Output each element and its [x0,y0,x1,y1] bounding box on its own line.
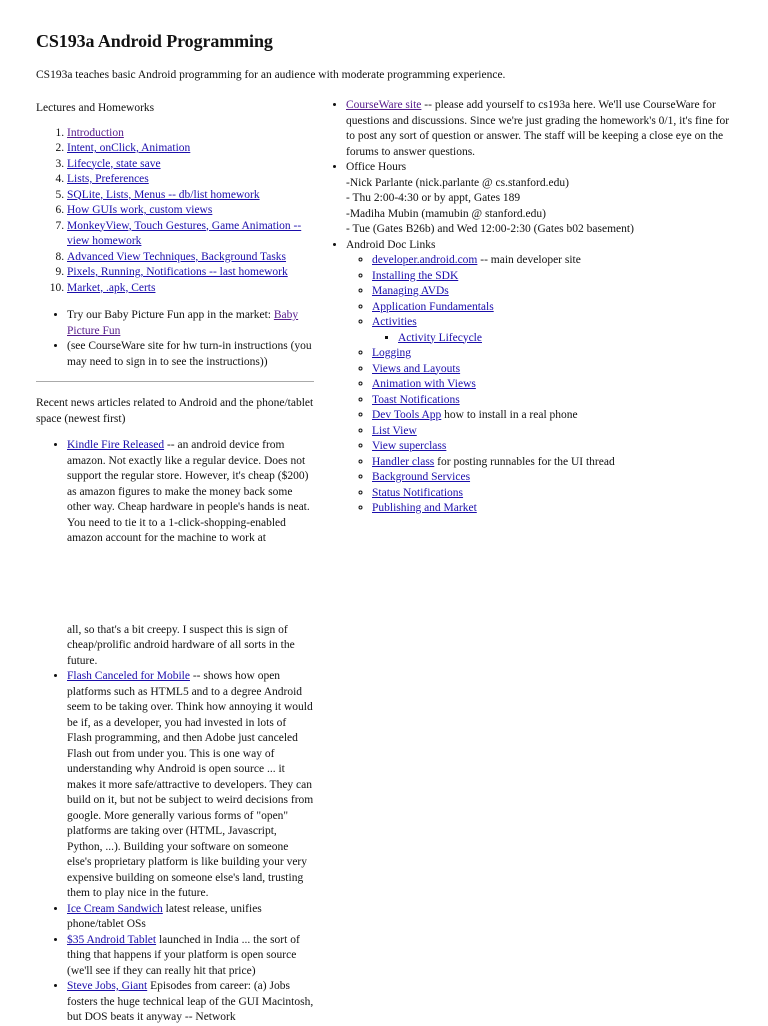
news-text: latest release, unifies phone/tablet OSs [67,902,262,930]
lecture-link-lists[interactable]: Lists, Preferences [67,173,149,185]
list-item [67,157,314,173]
news-text: all, so that's a bit creepy. I suspect this is sign of cheap/prolific android hardware of all sorts in the future. [67,623,295,667]
list-item [372,408,740,424]
page-title: CS193a Android Programming [36,31,273,51]
list-item [67,339,314,370]
news-title: Recent news articles related to Android and the phone/tablet space (newest first) [36,397,314,425]
android-tablet-link[interactable]: $35 Android Tablet [67,933,157,946]
courseware-link[interactable]: CourseWare site [346,99,422,111]
info-list [330,98,740,517]
dev-tools-link[interactable]: Dev Tools App [372,409,442,421]
news-list [36,438,314,1026]
list-item [372,269,740,285]
list-item [346,238,740,517]
list-item [372,377,740,393]
lecture-list [36,126,314,297]
list-item [372,346,740,362]
list-item [67,203,314,219]
right-column [330,98,740,517]
extras-list [36,308,314,370]
intro-text: CS193a teaches basic Android programming for an audience with moderate programming experience. [36,69,506,81]
managing-avds-link[interactable]: Managing AVDs [372,285,449,297]
kindle-fire-link[interactable]: Kindle Fire Released [67,439,165,451]
lecture-link-intent[interactable]: Intent, onClick, Animation [67,142,191,154]
status-notifications-link[interactable]: Status Notifications [372,486,464,499]
steve-jobs-link[interactable]: Steve Jobs, Giant [67,980,148,992]
list-item [67,933,314,980]
doc-link-text: for posting runnables for the UI thread [434,455,615,468]
list-item [67,979,314,1026]
handler-class-link[interactable]: Handler class [372,455,435,468]
list-item [67,172,314,188]
app-fundamentals-link[interactable]: Application Fundamentals [372,300,494,313]
list-item [67,281,314,297]
ice-cream-sandwich-link[interactable]: Ice Cream Sandwich [67,902,163,915]
list-item [67,141,314,157]
list-item [372,315,740,346]
office-hours-line: - Thu 2:00-4:30 or by appt, Gates 189 [346,192,521,204]
list-item [67,126,314,142]
lecture-link-sqlite[interactable]: SQLite, Lists, Menus -- db/list homework [67,188,260,201]
developer-android-link[interactable]: developer.android.com [372,254,478,266]
lecture-link-pixels[interactable]: Pixels, Running, Notifications -- last homework [67,266,288,278]
doc-links-list [346,253,740,517]
courseware-note: (see CourseWare site for hw turn-in instructions (you may need to sign in to see the instructions)) [67,340,312,368]
lecture-link-introduction[interactable]: Introduction [67,126,124,139]
lectures-title: Lectures and Homeworks [36,102,155,114]
list-item [372,455,740,471]
baby-text: Try our Baby Picture Fun app in the market: [67,309,274,321]
activity-lifecycle-link[interactable]: Activity Lifecycle [398,331,482,344]
list-item [372,486,740,502]
list-item [398,331,740,347]
list-item [346,160,740,238]
list-item [67,438,314,669]
lecture-link-advanced-view[interactable]: Advanced View Techniques, Background Tasks [67,250,287,263]
background-services-link[interactable]: Background Services [372,471,471,483]
list-item [67,188,314,204]
list-item [67,219,314,250]
courseware-text: -- please add yourself to cs193a here. We'll use CourseWare for questions and discussions. Since we're just grading the homework's 0/1, it's fine for to post any sort of question or answer. The staff will be keeping a close eye on the forums to answer questions. [346,99,730,158]
divider [36,381,314,382]
list-item [372,424,740,440]
lecture-link-guis[interactable]: How GUIs work, custom views [67,204,213,216]
list-item [67,669,314,902]
news-text: -- shows how open platforms such as HTML5 and to a degree Android seem to be taking over. Think how annoying it would be if, as a developer, you had invested in lots of Flash programming, and then Adobe just canceled Flash out from under you. This is one way of understanding why Android is open source ... it makes it more safe/attractive to developers. They can build on it, but not be subject to weird decisions from google. More generally various forms of "open" platforms are taking over (HTML, Javascript, Python, ...). Building your software on someone else's proprietary platform is like building your very expensive building on someone else's land, trusting them to play nice in the future. [67,670,314,899]
news-text: launched in India ... the sort of thing that happens if your platform is open source (we'll see if they can really hit that price) [67,933,300,977]
lecture-link-market[interactable]: Market, .apk, Certs [67,281,156,294]
list-item [67,902,314,933]
logging-link[interactable]: Logging [372,347,411,359]
list-item [372,284,740,300]
left-column [36,98,314,1026]
list-item [372,393,740,409]
flash-canceled-link[interactable]: Flash Canceled for Mobile [67,670,190,682]
list-item [372,439,740,455]
list-item [67,265,314,281]
activities-link[interactable]: Activities [372,316,417,328]
views-layouts-link[interactable]: Views and Layouts [372,362,461,375]
list-item [372,300,740,316]
list-item [372,501,740,517]
list-view-link[interactable]: List View [372,424,417,437]
spacer [67,547,314,623]
list-item [346,98,740,160]
publishing-market-link[interactable]: Publishing and Market [372,502,477,514]
news-text: Episodes from career: (a) Jobs fosters the huge technical leap of the GUI Macintosh, but DOS beats it anyway -- Network [67,980,314,1023]
office-hours-title: Office Hours [346,161,407,173]
doc-link-text: how to install in a real phone [441,409,578,421]
list-item [372,362,740,378]
list-item [372,253,740,269]
news-text: -- an android device from amazon. Not exactly like a regular device. Does not support the regular store. However, it's cheap ($200) as amazon figures to make the money back some other way. Cheap hardware in people's hands is neat. You need to tie it to a 1-click-shopping-enabled amazon account for the machine to work at [67,439,310,544]
list-item [67,308,314,339]
office-hours-line: - Tue (Gates B26b) and Wed 12:00-2:30 (Gates b02 basement) [346,223,634,235]
toast-notifications-link[interactable]: Toast Notifications [372,393,460,406]
baby-picture-fun-link[interactable]: Baby Picture Fun [67,309,299,337]
activities-sublist [372,331,740,347]
list-item [67,250,314,266]
list-item [372,470,740,486]
animation-views-link[interactable]: Animation with Views [372,378,476,390]
view-superclass-link[interactable]: View superclass [372,440,447,452]
installing-sdk-link[interactable]: Installing the SDK [372,269,459,282]
doc-links-title: Android Doc Links [346,238,436,251]
office-hours-line: -Nick Parlante (nick.parlante @ cs.stanford.edu) [346,176,569,189]
lecture-link-monkeyview[interactable]: MonkeyView, Touch Gestures, Game Animation -- view homework [67,219,302,247]
office-hours-line: -Madiha Mubin (mamubin @ stanford.edu) [346,207,546,220]
doc-link-text: -- main developer site [477,254,581,266]
lecture-link-lifecycle[interactable]: Lifecycle, state save [67,157,161,170]
